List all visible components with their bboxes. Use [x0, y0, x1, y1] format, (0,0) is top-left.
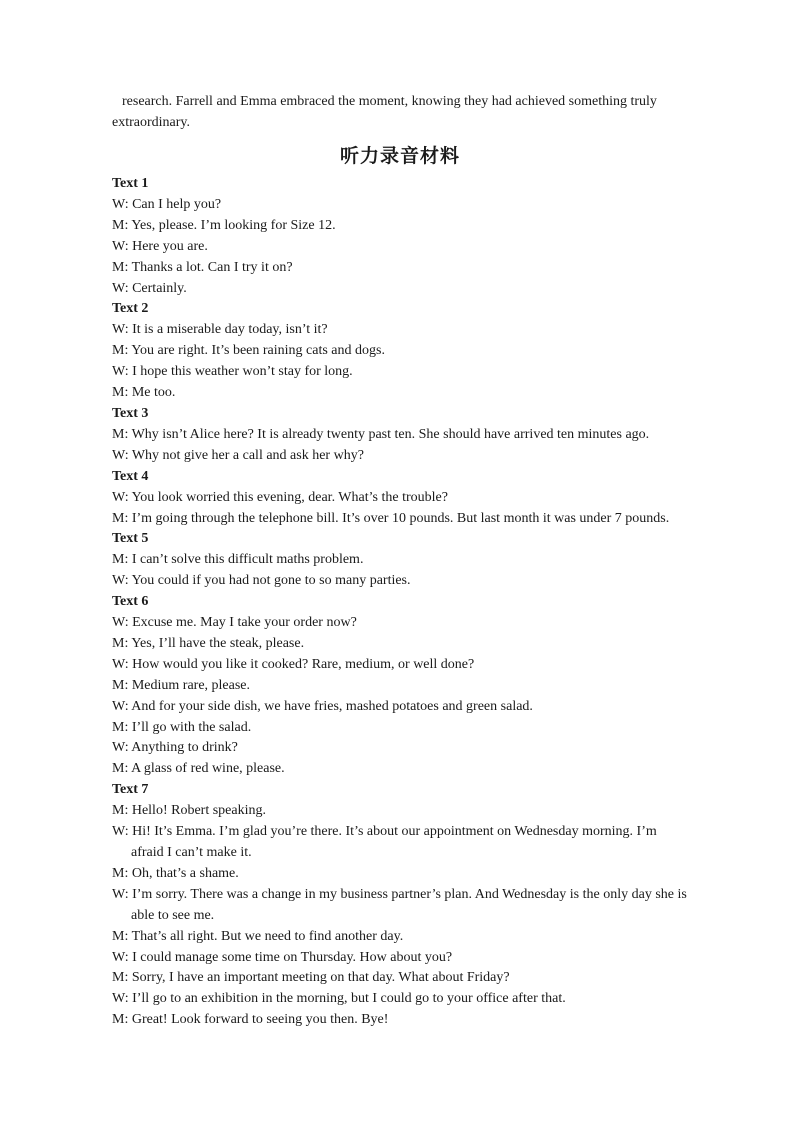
dialogue-line: W: I hope this weather won’t stay for long.: [112, 364, 353, 380]
story-line-1: research. Farrell and Emma embraced the moment, knowing they had achieved something truly: [122, 94, 657, 109]
text-heading: Text 2: [112, 301, 149, 317]
dialogue-line: M: A glass of red wine, please.: [112, 761, 285, 777]
dialogue-line: W: Anything to drink?: [112, 740, 238, 756]
dialogue-line: W: Excuse me. May I take your order now?: [112, 615, 357, 631]
dialogue-line: M: I’ll go with the salad.: [112, 719, 252, 735]
dialogue-line: W: Hi! It’s Emma. I’m glad you’re there. It’s about our appointment on Wednesday morning. I’m afraid I can’t make it.: [112, 824, 657, 860]
dialogue-line: W: Here you are.: [112, 238, 208, 254]
dialogue-line: W: Why not give her a call and ask her why?: [112, 447, 364, 463]
story-ending: [112, 91, 692, 133]
text-heading: Text 3: [112, 405, 149, 421]
dialogue-line: M: Why isn’t Alice here? It is already twenty past ten. She should have arrived ten minutes ago.: [112, 426, 650, 442]
listening-transcript: [112, 174, 690, 1031]
dialogue-line: W: You look worried this evening, dear. What’s the trouble?: [112, 489, 448, 505]
dialogue-line: W: I’ll go to an exhibition in the morning, but I could go to your office after that.: [112, 991, 566, 1007]
dialogue-line: M: That’s all right. But we need to find another day.: [112, 928, 404, 944]
dialogue-line: W: You could if you had not gone to so many parties.: [112, 573, 411, 589]
dialogue-line: M: Yes, please. I’m looking for Size 12.: [112, 217, 336, 233]
section-title: 听力录音材料: [339, 145, 460, 167]
dialogue-line: W: I could manage some time on Thursday. How about you?: [112, 949, 453, 965]
dialogue-line: M: Yes, I’ll have the steak, please.: [112, 635, 305, 651]
dialogue-line: W: And for your side dish, we have fries, mashed potatoes and green salad.: [112, 698, 533, 714]
text-heading: Text 7: [112, 782, 149, 798]
dialogue-line: W: How would you like it cooked? Rare, medium, or well done?: [112, 656, 475, 672]
dialogue-line: M: Great! Look forward to seeing you then. Bye!: [112, 1012, 389, 1028]
dialogue-line: M: Hello! Robert speaking.: [112, 803, 266, 819]
dialogue-line: M: I can’t solve this difficult maths problem.: [112, 552, 364, 568]
text-heading: Text 4: [112, 468, 149, 484]
dialogue-line: M: I’m going through the telephone bill. It’s over 10 pounds. But last month it was under 7 pounds.: [112, 510, 670, 526]
dialogue-line: W: I’m sorry. There was a change in my business partner’s plan. And Wednesday is the only day she is able to see me.: [112, 886, 687, 923]
dialogue-line: M: Oh, that’s a shame.: [112, 865, 239, 881]
dialogue-line: W: Certainly.: [112, 280, 187, 296]
story-line-2: extraordinary.: [112, 115, 190, 130]
dialogue-line: M: Me too.: [112, 385, 176, 401]
text-heading: Text 1: [112, 176, 149, 191]
dialogue-line: W: Can I help you?: [112, 196, 222, 212]
dialogue-line: M: You are right. It’s been raining cats and dogs.: [112, 343, 385, 359]
dialogue-line: W: It is a miserable day today, isn’t it?: [112, 322, 328, 338]
text-heading: Text 5: [112, 531, 149, 547]
dialogue-line: M: Sorry, I have an important meeting on that day. What about Friday?: [112, 970, 510, 986]
dialogue-line: M: Medium rare, please.: [112, 677, 251, 693]
dialogue-line: M: Thanks a lot. Can I try it on?: [112, 259, 293, 275]
text-heading: Text 6: [112, 594, 149, 610]
